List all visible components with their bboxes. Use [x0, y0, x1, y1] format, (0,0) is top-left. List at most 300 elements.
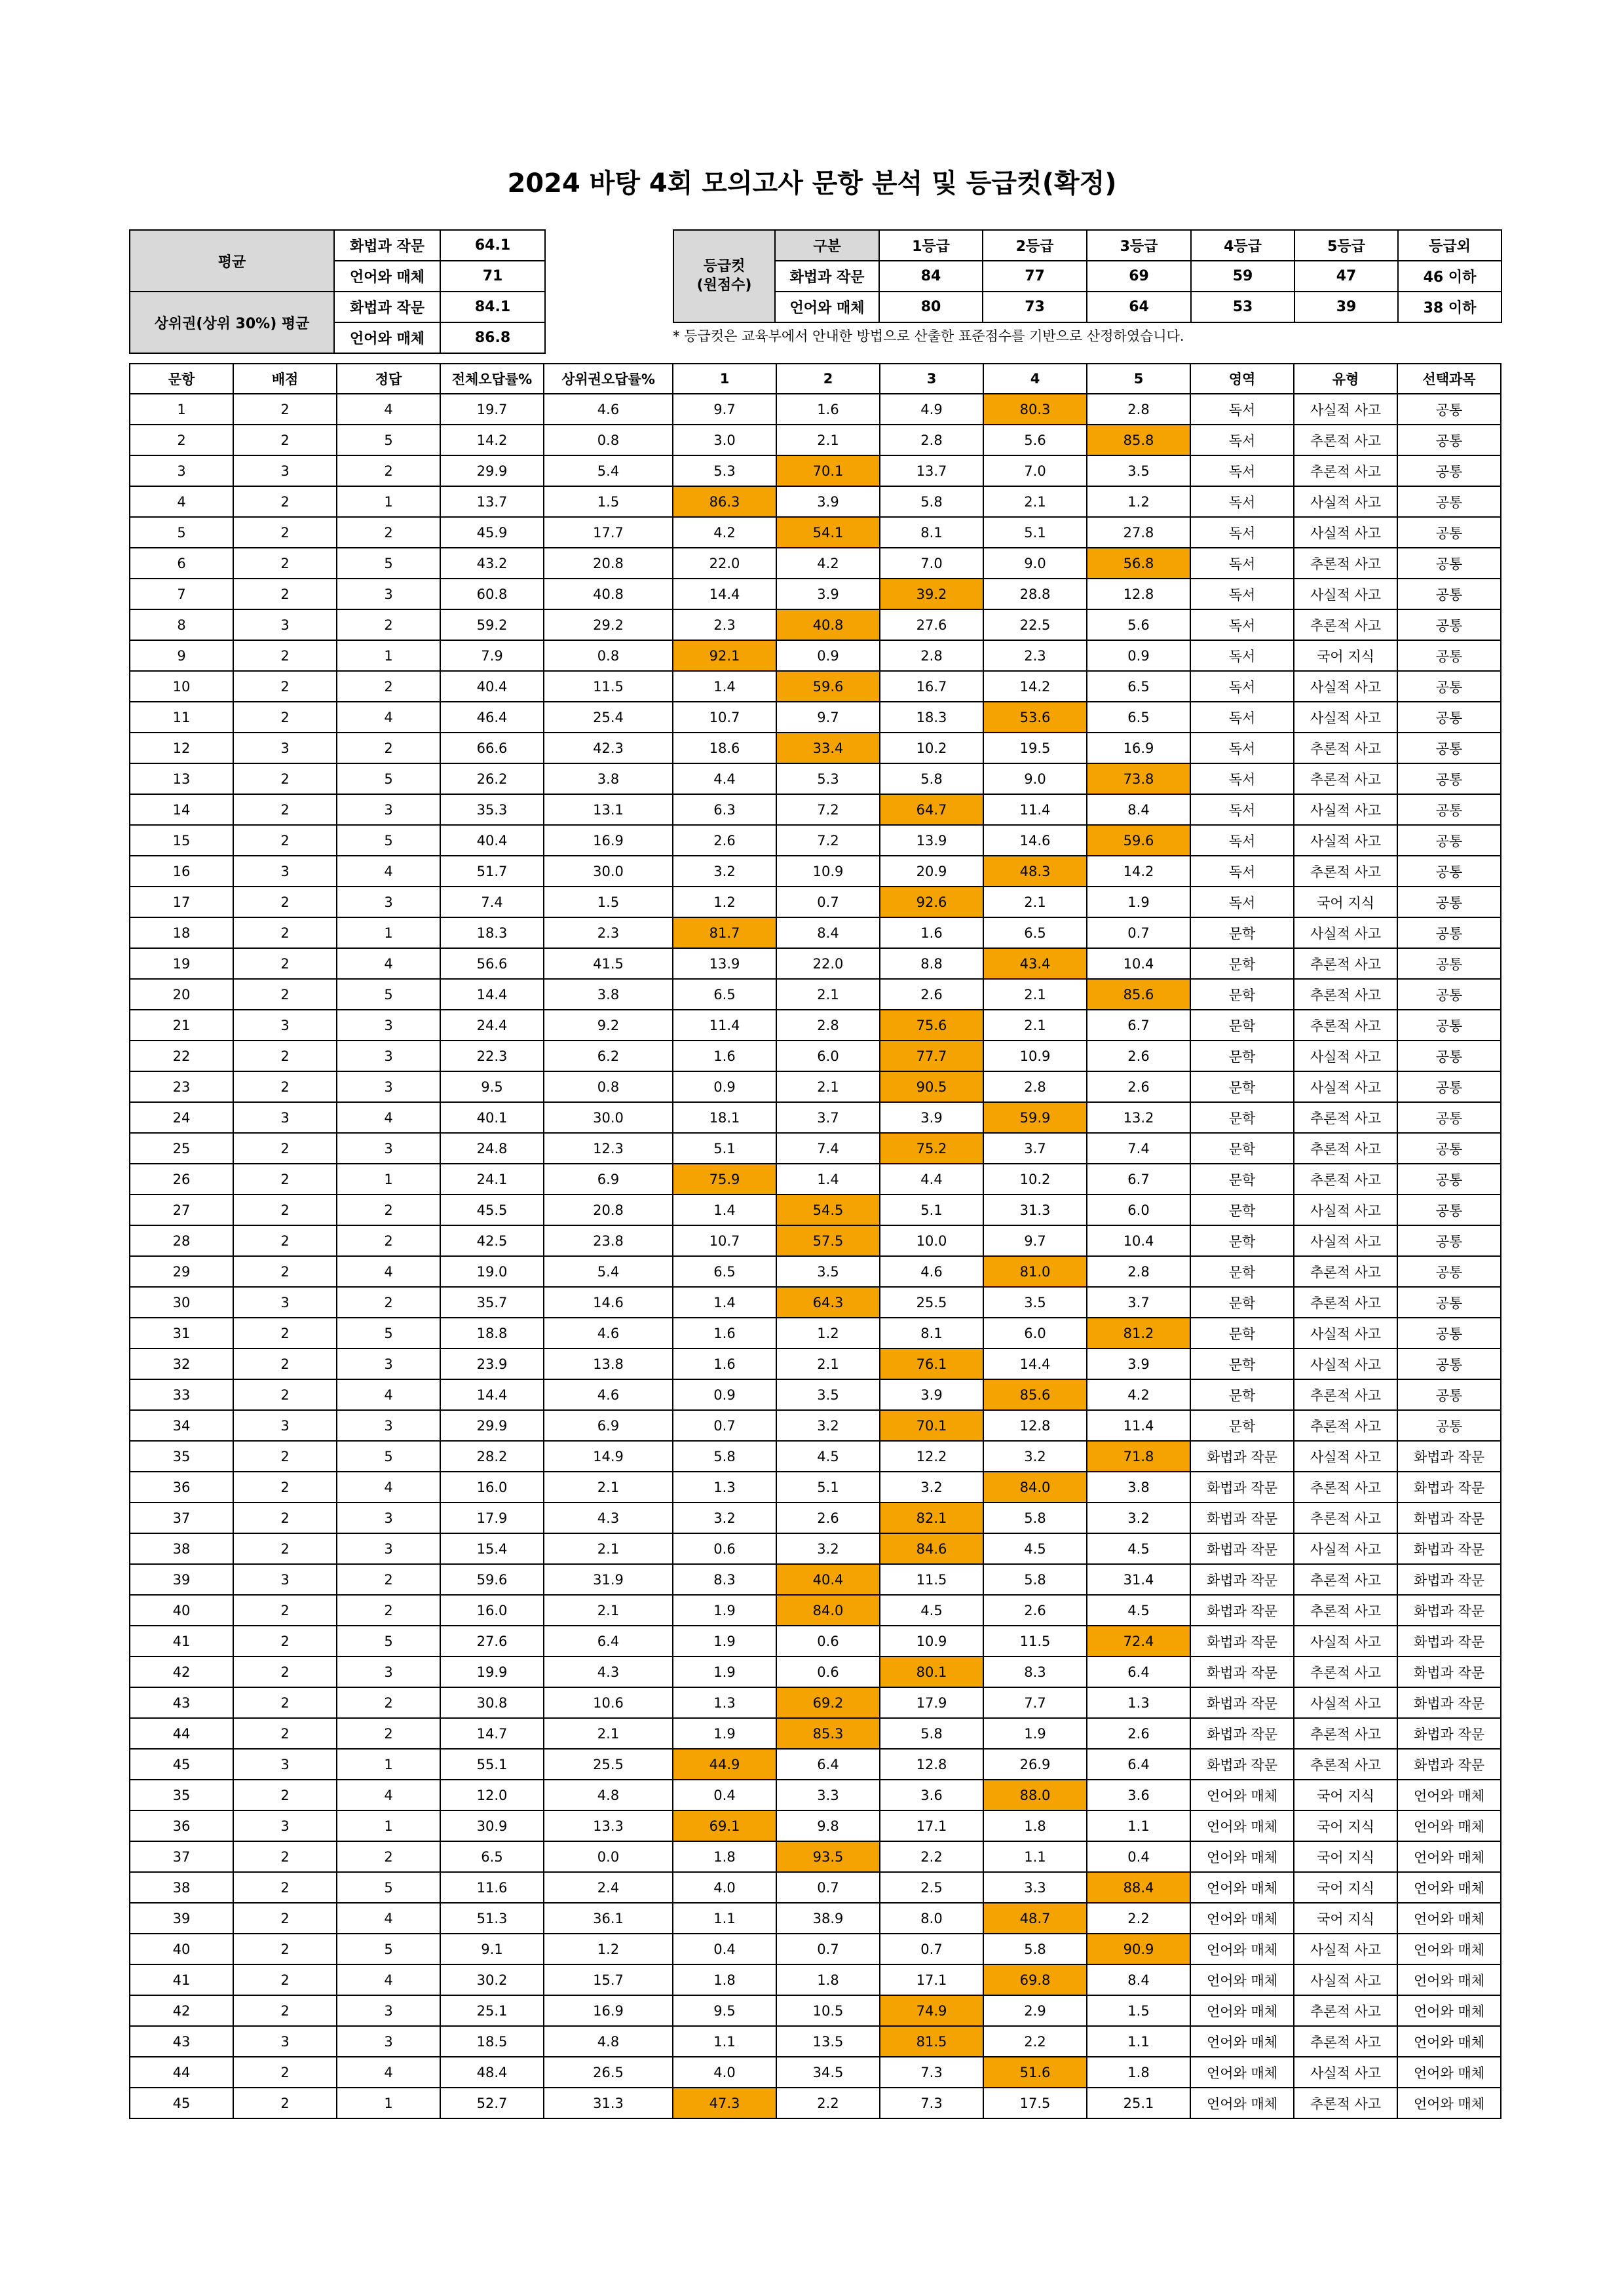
table-cell: 7.4 — [440, 887, 544, 917]
table-cell: 39.2 — [880, 579, 983, 609]
table-cell: 82.1 — [880, 1502, 983, 1533]
table-cell: 공통 — [1397, 609, 1501, 640]
table-cell: 51.7 — [440, 856, 544, 887]
table-cell: 화법과 작문 — [1397, 1472, 1501, 1502]
table-cell: 화법과 작문 — [1397, 1656, 1501, 1687]
table-cell: 5 — [337, 1441, 440, 1472]
table-cell: 2 — [233, 394, 337, 425]
table-cell: 독서 — [1190, 887, 1294, 917]
table-cell: 29.9 — [440, 455, 544, 486]
table-cell: 5 — [337, 1626, 440, 1656]
table-cell: 27.6 — [880, 609, 983, 640]
table-cell: 59.6 — [776, 671, 880, 702]
column-header: 4 — [983, 364, 1087, 394]
table-cell: 독서 — [1190, 763, 1294, 794]
table-cell: 6.7 — [1087, 1010, 1190, 1041]
table-cell: 10.2 — [880, 733, 983, 763]
table-cell: 언어와 매체 — [1190, 1872, 1294, 1903]
table-cell: 22.0 — [673, 548, 776, 579]
table-cell: 3.7 — [983, 1133, 1087, 1164]
table-cell: 13.1 — [544, 794, 673, 825]
table-cell: 16.9 — [1087, 733, 1190, 763]
table-cell: 41 — [130, 1626, 233, 1656]
table-row — [130, 1133, 1501, 1164]
table-cell: 31.4 — [1087, 1564, 1190, 1595]
table-cell: 48.3 — [983, 856, 1087, 887]
table-cell: 4.8 — [544, 1780, 673, 1810]
table-cell: 40 — [130, 1934, 233, 1964]
table-cell: 1.2 — [776, 1318, 880, 1349]
table-cell: 2 — [233, 1964, 337, 1995]
table-cell: 독서 — [1190, 455, 1294, 486]
table-cell: 25.5 — [880, 1287, 983, 1318]
table-cell: 84.0 — [776, 1595, 880, 1626]
table-cell: 1.3 — [673, 1687, 776, 1718]
table-cell: 11 — [130, 702, 233, 733]
table-cell: 추론적 사고 — [1294, 1472, 1397, 1502]
table-cell: 54.5 — [776, 1195, 880, 1225]
table-cell: 언어와 매체 — [1397, 1995, 1501, 2026]
table-cell: 18.5 — [440, 2026, 544, 2057]
table-cell: 16.0 — [440, 1595, 544, 1626]
table-cell: 3 — [233, 733, 337, 763]
table-cell: 1.1 — [1087, 1810, 1190, 1841]
table-cell: 5 — [337, 548, 440, 579]
table-cell: 40 — [130, 1595, 233, 1626]
table-cell: 84.0 — [983, 1472, 1087, 1502]
table-cell: 17.5 — [983, 2088, 1087, 2118]
table-cell: 독서 — [1190, 394, 1294, 425]
table-row — [130, 394, 1501, 425]
table-cell: 4.4 — [673, 763, 776, 794]
table-row — [130, 1718, 1501, 1749]
table-cell: 43 — [130, 1687, 233, 1718]
grade-cut-value: 77 — [983, 261, 1087, 292]
table-cell: 85.6 — [983, 1379, 1087, 1410]
table-cell: 화법과 작문 — [1190, 1595, 1294, 1626]
table-cell: 3 — [337, 1502, 440, 1533]
table-cell: 공통 — [1397, 486, 1501, 517]
table-cell: 9.8 — [776, 1810, 880, 1841]
grade-cut-header: 등급외 — [1398, 230, 1501, 261]
table-cell: 사실적 사고 — [1294, 1441, 1397, 1472]
table-cell: 3 — [337, 1071, 440, 1102]
table-cell: 16.0 — [440, 1472, 544, 1502]
table-cell: 10.5 — [776, 1995, 880, 2026]
table-cell: 1.1 — [673, 2026, 776, 2057]
table-cell: 0.9 — [673, 1379, 776, 1410]
table-cell: 공통 — [1397, 517, 1501, 548]
table-cell: 7.0 — [880, 548, 983, 579]
table-cell: 문학 — [1190, 1379, 1294, 1410]
table-row — [130, 1841, 1501, 1872]
table-cell: 19.7 — [440, 394, 544, 425]
table-cell: 40.4 — [776, 1564, 880, 1595]
table-cell: 독서 — [1190, 425, 1294, 455]
table-cell: 2 — [233, 1318, 337, 1349]
table-cell: 32 — [130, 1349, 233, 1379]
table-cell: 추론적 사고 — [1294, 455, 1397, 486]
table-cell: 24.1 — [440, 1164, 544, 1195]
table-cell: 언어와 매체 — [1397, 2057, 1501, 2088]
table-cell: 10.9 — [880, 1626, 983, 1656]
table-cell: 31.9 — [544, 1564, 673, 1595]
table-cell: 2 — [337, 609, 440, 640]
table-cell: 9.0 — [983, 763, 1087, 794]
table-cell: 66.6 — [440, 733, 544, 763]
table-cell: 언어와 매체 — [1397, 1810, 1501, 1841]
table-cell: 30.0 — [544, 1102, 673, 1133]
table-cell: 19.0 — [440, 1256, 544, 1287]
table-cell: 5.1 — [673, 1133, 776, 1164]
table-cell: 26.2 — [440, 763, 544, 794]
table-cell: 2 — [233, 1441, 337, 1472]
table-row — [130, 917, 1501, 948]
column-header: 배점 — [233, 364, 337, 394]
table-cell: 7.2 — [776, 794, 880, 825]
table-cell: 추론적 사고 — [1294, 548, 1397, 579]
table-row — [130, 1995, 1501, 2026]
table-cell: 14 — [130, 794, 233, 825]
table-cell: 1.9 — [673, 1718, 776, 1749]
table-cell: 1.1 — [1087, 2026, 1190, 2057]
table-row — [130, 1687, 1501, 1718]
table-cell: 4.4 — [880, 1164, 983, 1195]
table-cell: 45.9 — [440, 517, 544, 548]
table-cell: 12 — [130, 733, 233, 763]
table-cell: 언어와 매체 — [1397, 1872, 1501, 1903]
table-cell: 사실적 사고 — [1294, 394, 1397, 425]
table-cell: 추론적 사고 — [1294, 425, 1397, 455]
table-cell: 독서 — [1190, 579, 1294, 609]
table-cell: 3 — [337, 1656, 440, 1687]
table-cell: 2.3 — [983, 640, 1087, 671]
table-cell: 3.9 — [880, 1379, 983, 1410]
table-cell: 2 — [233, 1995, 337, 2026]
table-cell: 추론적 사고 — [1294, 1256, 1397, 1287]
table-cell: 1.8 — [1087, 2057, 1190, 2088]
table-cell: 10.0 — [880, 1225, 983, 1256]
table-cell: 75.9 — [673, 1164, 776, 1195]
table-cell: 2 — [337, 1564, 440, 1595]
table-cell: 23.8 — [544, 1225, 673, 1256]
table-cell: 85.8 — [1087, 425, 1190, 455]
table-cell: 문학 — [1190, 1133, 1294, 1164]
table-cell: 14.7 — [440, 1718, 544, 1749]
table-cell: 18.8 — [440, 1318, 544, 1349]
table-cell: 언어와 매체 — [1397, 1841, 1501, 1872]
table-cell: 문학 — [1190, 1041, 1294, 1071]
table-cell: 8.3 — [983, 1656, 1087, 1687]
table-cell: 64.7 — [880, 794, 983, 825]
table-cell: 2 — [233, 1256, 337, 1287]
table-cell: 0.4 — [673, 1934, 776, 1964]
table-cell: 사실적 사고 — [1294, 1626, 1397, 1656]
column-header: 전체오답률% — [440, 364, 544, 394]
table-cell: 38 — [130, 1872, 233, 1903]
table-cell: 공통 — [1397, 394, 1501, 425]
table-cell: 공통 — [1397, 1041, 1501, 1071]
table-cell: 6.5 — [983, 917, 1087, 948]
table-cell: 0.6 — [673, 1533, 776, 1564]
table-cell: 47.3 — [673, 2088, 776, 2118]
table-cell: 8.0 — [880, 1903, 983, 1934]
table-row — [130, 1225, 1501, 1256]
table-cell: 사실적 사고 — [1294, 825, 1397, 856]
table-cell: 28 — [130, 1225, 233, 1256]
table-cell: 10.4 — [1087, 1225, 1190, 1256]
table-row — [130, 1810, 1501, 1841]
table-cell: 53.6 — [983, 702, 1087, 733]
table-cell: 공통 — [1397, 1287, 1501, 1318]
table-cell: 73.8 — [1087, 763, 1190, 794]
table-cell: 3 — [233, 1287, 337, 1318]
table-cell: 6.4 — [776, 1749, 880, 1780]
table-cell: 31 — [130, 1318, 233, 1349]
table-cell: 2.1 — [983, 486, 1087, 517]
table-cell: 5 — [337, 1318, 440, 1349]
table-cell: 2 — [337, 1287, 440, 1318]
table-cell: 4.6 — [880, 1256, 983, 1287]
table-cell: 22.5 — [983, 609, 1087, 640]
table-cell: 23 — [130, 1071, 233, 1102]
table-cell: 3.2 — [673, 1502, 776, 1533]
table-cell: 54.1 — [776, 517, 880, 548]
table-row — [130, 1287, 1501, 1318]
table-cell: 12.8 — [880, 1749, 983, 1780]
table-cell: 3 — [233, 1010, 337, 1041]
table-cell: 6.5 — [440, 1841, 544, 1872]
table-cell: 16.9 — [544, 825, 673, 856]
table-cell: 사실적 사고 — [1294, 1964, 1397, 1995]
table-cell: 40.8 — [776, 609, 880, 640]
table-cell: 13.7 — [880, 455, 983, 486]
table-cell: 3 — [337, 1410, 440, 1441]
table-cell: 7.9 — [440, 640, 544, 671]
grade-cut-header: 5등급 — [1294, 230, 1398, 261]
table-cell: 7.7 — [983, 1687, 1087, 1718]
table-cell: 26 — [130, 1164, 233, 1195]
table-cell: 64.3 — [776, 1287, 880, 1318]
table-cell: 사실적 사고 — [1294, 794, 1397, 825]
table-cell: 6.0 — [1087, 1195, 1190, 1225]
column-header: 3 — [880, 364, 983, 394]
table-cell: 문학 — [1190, 1318, 1294, 1349]
table-cell: 7.0 — [983, 455, 1087, 486]
table-cell: 2 — [233, 1071, 337, 1102]
table-cell: 9.5 — [440, 1071, 544, 1102]
table-cell: 7.2 — [776, 825, 880, 856]
table-cell: 3.3 — [983, 1872, 1087, 1903]
average-subject: 언어와 매체 — [334, 261, 440, 292]
table-cell: 사실적 사고 — [1294, 1041, 1397, 1071]
table-cell: 3 — [337, 1533, 440, 1564]
table-cell: 3 — [233, 1102, 337, 1133]
table-cell: 2 — [337, 1718, 440, 1749]
table-cell: 2.1 — [776, 1071, 880, 1102]
table-cell: 0.7 — [776, 1872, 880, 1903]
table-cell: 71.8 — [1087, 1441, 1190, 1472]
table-cell: 88.0 — [983, 1780, 1087, 1810]
grade-cut-subject: 언어와 매체 — [775, 292, 879, 322]
table-cell: 1 — [337, 1749, 440, 1780]
table-cell: 1.8 — [673, 1964, 776, 1995]
table-cell: 81.0 — [983, 1256, 1087, 1287]
table-cell: 언어와 매체 — [1190, 1841, 1294, 1872]
grade-cut-value: 64 — [1087, 292, 1191, 322]
column-header: 2 — [776, 364, 880, 394]
table-cell: 5.4 — [544, 1256, 673, 1287]
table-row — [130, 1318, 1501, 1349]
table-row — [130, 1441, 1501, 1472]
table-row — [130, 1564, 1501, 1595]
table-cell: 11.5 — [880, 1564, 983, 1595]
table-cell: 13.9 — [880, 825, 983, 856]
table-cell: 1.9 — [983, 1718, 1087, 1749]
table-cell: 3 — [233, 1749, 337, 1780]
table-cell: 4.6 — [544, 1379, 673, 1410]
grade-cut-value: 39 — [1294, 292, 1398, 322]
grade-cut-header: 3등급 — [1087, 230, 1191, 261]
table-cell: 3 — [337, 794, 440, 825]
table-cell: 81.7 — [673, 917, 776, 948]
table-cell: 독서 — [1190, 671, 1294, 702]
table-cell: 86.3 — [673, 486, 776, 517]
table-cell: 43.2 — [440, 548, 544, 579]
table-cell: 2 — [337, 1595, 440, 1626]
table-cell: 10.9 — [983, 1041, 1087, 1071]
table-cell: 0.7 — [776, 1934, 880, 1964]
table-cell: 23.9 — [440, 1349, 544, 1379]
table-cell: 문학 — [1190, 1287, 1294, 1318]
table-cell: 3.7 — [776, 1102, 880, 1133]
table-cell: 22 — [130, 1041, 233, 1071]
table-cell: 85.3 — [776, 1718, 880, 1749]
grade-cut-header: 4등급 — [1191, 230, 1294, 261]
column-header: 1 — [673, 364, 776, 394]
table-cell: 4 — [337, 1256, 440, 1287]
table-cell: 19.5 — [983, 733, 1087, 763]
table-cell: 2 — [233, 1195, 337, 1225]
table-cell: 29.2 — [544, 609, 673, 640]
table-cell: 2.8 — [1087, 1256, 1190, 1287]
column-header: 정답 — [337, 364, 440, 394]
table-row — [130, 948, 1501, 979]
table-cell: 언어와 매체 — [1397, 2088, 1501, 2118]
table-cell: 17.9 — [440, 1502, 544, 1533]
table-cell: 공통 — [1397, 763, 1501, 794]
table-cell: 추론적 사고 — [1294, 1164, 1397, 1195]
table-row — [130, 1071, 1501, 1102]
table-cell: 2 — [233, 1626, 337, 1656]
table-cell: 8 — [130, 609, 233, 640]
average-label: 평균 — [130, 230, 334, 292]
table-cell: 1 — [337, 917, 440, 948]
table-cell: 독서 — [1190, 856, 1294, 887]
table-cell: 화법과 작문 — [1397, 1718, 1501, 1749]
table-cell: 3.9 — [880, 1102, 983, 1133]
table-cell: 12.8 — [1087, 579, 1190, 609]
grade-cut-value: 38 이하 — [1398, 292, 1501, 322]
grade-cut-value: 59 — [1191, 261, 1294, 292]
table-cell: 24.4 — [440, 1010, 544, 1041]
table-cell: 공통 — [1397, 671, 1501, 702]
table-row — [130, 1749, 1501, 1780]
table-cell: 60.8 — [440, 579, 544, 609]
table-cell: 35.3 — [440, 794, 544, 825]
table-cell: 80.3 — [983, 394, 1087, 425]
table-cell: 7.3 — [880, 2088, 983, 2118]
table-cell: 1 — [337, 1810, 440, 1841]
table-cell: 사실적 사고 — [1294, 517, 1397, 548]
table-cell: 공통 — [1397, 702, 1501, 733]
table-cell: 26.9 — [983, 1749, 1087, 1780]
table-cell: 14.4 — [440, 979, 544, 1010]
table-cell: 2.1 — [983, 887, 1087, 917]
table-row — [130, 1934, 1501, 1964]
table-cell: 5.8 — [983, 1934, 1087, 1964]
grade-cut-header: 1등급 — [879, 230, 983, 261]
table-cell: 2 — [337, 1225, 440, 1256]
table-cell: 추론적 사고 — [1294, 763, 1397, 794]
table-cell: 1.9 — [673, 1595, 776, 1626]
table-cell: 9.1 — [440, 1934, 544, 1964]
table-cell: 4 — [337, 1964, 440, 1995]
table-cell: 3.0 — [673, 425, 776, 455]
table-cell: 국어 지식 — [1294, 1872, 1397, 1903]
table-cell: 59.6 — [1087, 825, 1190, 856]
table-cell: 14.4 — [983, 1349, 1087, 1379]
table-cell: 2 — [233, 640, 337, 671]
table-cell: 언어와 매체 — [1397, 1903, 1501, 1934]
table-cell: 45 — [130, 1749, 233, 1780]
table-cell: 사실적 사고 — [1294, 1071, 1397, 1102]
table-cell: 42.5 — [440, 1225, 544, 1256]
table-cell: 56.8 — [1087, 548, 1190, 579]
table-cell: 화법과 작문 — [1190, 1564, 1294, 1595]
table-cell: 추론적 사고 — [1294, 2088, 1397, 2118]
top-average-subject: 언어와 매체 — [334, 322, 440, 353]
table-cell: 93.5 — [776, 1841, 880, 1872]
table-cell: 국어 지식 — [1294, 1841, 1397, 1872]
table-cell: 10 — [130, 671, 233, 702]
table-cell: 추론적 사고 — [1294, 1133, 1397, 1164]
grade-cut-header: 구분 — [775, 230, 879, 261]
table-cell: 3 — [233, 1810, 337, 1841]
table-cell: 18.3 — [880, 702, 983, 733]
table-cell: 공통 — [1397, 455, 1501, 486]
table-cell: 17 — [130, 887, 233, 917]
table-cell: 추론적 사고 — [1294, 1502, 1397, 1533]
table-cell: 독서 — [1190, 517, 1294, 548]
table-cell: 45 — [130, 2088, 233, 2118]
table-cell: 6.5 — [1087, 702, 1190, 733]
table-cell: 1.6 — [776, 394, 880, 425]
table-cell: 2 — [233, 2088, 337, 2118]
table-cell: 2 — [233, 425, 337, 455]
table-cell: 59.9 — [983, 1102, 1087, 1133]
table-cell: 36.1 — [544, 1903, 673, 1934]
table-cell: 11.4 — [983, 794, 1087, 825]
table-cell: 4.5 — [880, 1595, 983, 1626]
table-cell: 0.9 — [776, 640, 880, 671]
table-row — [130, 1349, 1501, 1379]
table-cell: 추론적 사고 — [1294, 1564, 1397, 1595]
table-cell: 30.2 — [440, 1964, 544, 1995]
table-cell: 18.6 — [673, 733, 776, 763]
table-row — [130, 825, 1501, 856]
table-cell: 81.5 — [880, 2026, 983, 2057]
